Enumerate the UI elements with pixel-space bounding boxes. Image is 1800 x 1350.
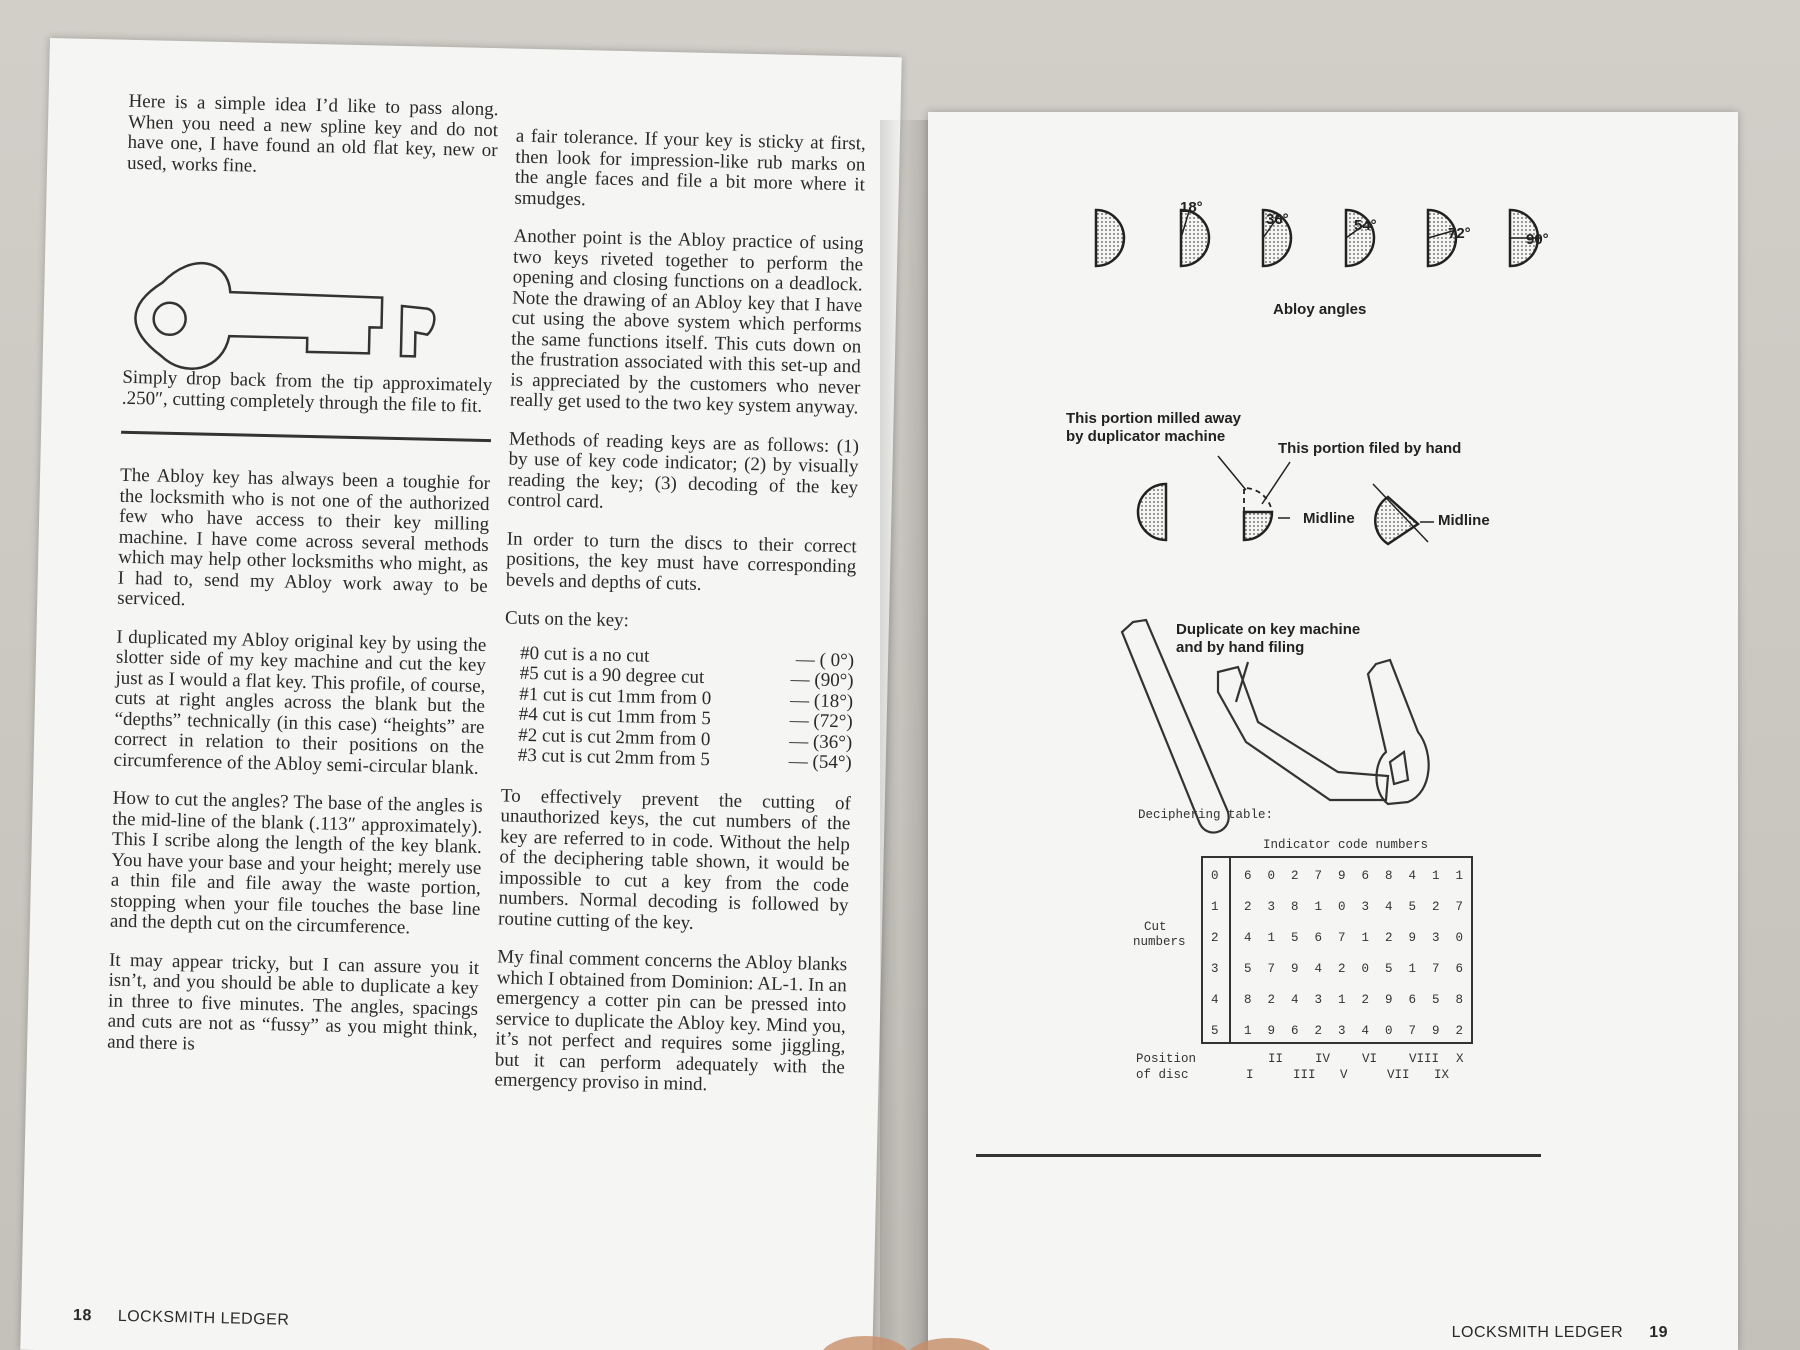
filed-by-hand-label: This portion filed by hand: [1278, 440, 1462, 457]
table-cell: 9: [1408, 931, 1417, 945]
table-cell: 5: [1408, 900, 1417, 914]
table-row-label: 4: [1211, 993, 1219, 1007]
flat-key-drawing: [130, 250, 453, 387]
table-cell: 9: [1385, 993, 1393, 1007]
table-cell: 1: [1432, 869, 1440, 883]
duplicate-label-line-2: and by hand filing: [1176, 639, 1305, 656]
table-cell: 7: [1408, 1024, 1417, 1038]
angle-label-18: 18°: [1180, 199, 1203, 216]
disc-position-label: III: [1293, 1068, 1316, 1082]
table-cell: 5: [1244, 962, 1252, 976]
position-label-line-2: of disc: [1136, 1068, 1189, 1082]
page-number: 19: [1649, 1324, 1668, 1341]
midline-label-1: Midline: [1303, 510, 1355, 527]
position-label: Position: [1136, 1052, 1197, 1066]
table-cell: 2: [1385, 931, 1393, 945]
page-footer-left: [73, 1307, 290, 1330]
angle-label-54: 54°: [1354, 217, 1377, 234]
abloy-angle-profiles: [1096, 208, 1540, 266]
table-cell: 0: [1361, 962, 1370, 976]
table-cell: 4: [1314, 962, 1323, 976]
table-cell: 1: [1244, 1024, 1252, 1038]
table-cell: 8: [1455, 993, 1464, 1007]
table-cell: 1: [1267, 931, 1276, 945]
table-cell: 6: [1408, 993, 1417, 1007]
magazine-title: LOCKSMITH LEDGER: [1451, 1324, 1624, 1341]
paragraph: Cuts on the key:: [504, 607, 630, 632]
table-cell: 1: [1455, 869, 1464, 883]
table-border: [1202, 857, 1472, 1043]
table-cell: 9: [1338, 869, 1346, 883]
table-cell: 0: [1385, 1024, 1393, 1038]
table-cell: 3: [1314, 993, 1323, 1007]
disc-position-label: VIII: [1409, 1052, 1440, 1066]
paragraph: Methods of reading keys are as follows: (1) by use of key code indicator; (2) by visually reading the key; (3) decoding of the key control card.: [507, 428, 860, 513]
cut-row: #2 cut is cut 2mm from 0 — (36°): [518, 724, 853, 753]
table-title: Deciphering table:: [1138, 808, 1274, 822]
table-cell: 2: [1338, 962, 1346, 976]
table-rows: [1211, 869, 1463, 1038]
milling-profiles: [1138, 456, 1434, 544]
table-cell: 5: [1385, 962, 1393, 976]
table-cell: 2: [1455, 1024, 1464, 1038]
midline-label-2: Midline: [1438, 512, 1490, 529]
table-cell: 1: [1408, 962, 1417, 976]
section-divider: [976, 1154, 1541, 1157]
abloy-angles-caption: Abloy angles: [1273, 301, 1367, 318]
table-cell: 7: [1455, 900, 1464, 914]
cut-numbers-label-line-2: numbers: [1133, 935, 1186, 949]
table-cell: 6: [1314, 931, 1323, 945]
paragraph: The Abloy key has always been a toughie for the locksmith who is not one of the authorized few who have access to their key milling machine. I have come across several methods which may help other locksmiths who might, as I had to, send my Abloy work away to be serviced.: [117, 464, 491, 611]
table-cell: 7: [1432, 962, 1440, 976]
cut-row: #1 cut is cut 1mm from 0 — (18°): [519, 683, 854, 712]
table-row-label: 0: [1211, 869, 1219, 883]
table-cell: 7: [1267, 962, 1276, 976]
page-number: 18: [72, 1306, 93, 1325]
cut-row: #3 cut is cut 2mm from 5 — (54°): [517, 744, 852, 774]
table-cell: 9: [1291, 962, 1299, 976]
paragraph: It may appear tricky, but I can assure you it isn’t, and you should be able to duplicate a key in three to five minutes. The angles, spacings and cuts are not as “fussy” as you might think, and there is: [107, 949, 480, 1055]
table-cell: 9: [1267, 1024, 1276, 1038]
table-cell: 7: [1338, 931, 1346, 945]
table-header: Indicator code numbers: [1263, 838, 1429, 852]
fingers-holding-book: [815, 1318, 995, 1350]
table-cell: 1: [1361, 931, 1370, 945]
left-column-1: [107, 92, 499, 1079]
profile-18-degrees: [1181, 210, 1209, 266]
cuts-list: [518, 643, 855, 774]
key-tip-piece: [401, 306, 435, 357]
key-outline: [134, 262, 383, 373]
paragraph: How to cut the angles? The base of the angles is the mid-line of the blank (.113″ approximately). This I scribe along the length of the key blank. You have your base and your height; merely use a thin file and file away the waste portion, stopping when your file touches the base line and the depth cut on the circumference.: [109, 787, 483, 939]
disc-position-label: X: [1456, 1052, 1464, 1066]
paragraph: Here is a simple idea I’d like to pass along. When you need a new spline key and do not have one, I have found an old flat key, new or used, works fine.: [126, 90, 499, 177]
profile-milled: [1244, 512, 1272, 540]
paragraph: My final comment concerns the Abloy blanks which I obtained from Dominion: AL-1. In an emergency a cotter pin can be pressed into service to duplicate the Abloy key. Mind you, it’s not perfect and requires some jiggling, but it can perform adequately with the emergency proviso in mind.: [494, 946, 848, 1096]
table-cell: 3: [1432, 931, 1440, 945]
paragraph: In order to turn the discs to their correct positions, the key must have corresponding bevels and depths of cuts.: [505, 527, 857, 595]
table-cell: 6: [1244, 869, 1252, 883]
disc-position-label: I: [1246, 1068, 1254, 1082]
table-cell: 6: [1291, 1024, 1299, 1038]
table-cell: 4: [1244, 931, 1252, 945]
abloy-diagrams: [928, 112, 1738, 1172]
key-bow-hole: [153, 302, 186, 335]
paragraph: To effectively prevent the cutting of unauthorized keys, the cut numbers of the key are referred to in code. Without the help of the deciphering table shown, it would be impossible to cut a key from the code numbers. Normal decoding is followed by routine cutting of the key.: [497, 784, 852, 934]
table-cell: 8: [1385, 869, 1393, 883]
paragraph: a fair tolerance. If your key is sticky at first, then look for impression-like rub marks on the angle faces and file a bit more where it smudges.: [514, 125, 867, 210]
right-page: [928, 112, 1738, 1350]
table-cell: 4: [1385, 900, 1393, 914]
table-cell: 4: [1361, 1024, 1370, 1038]
table-cell: 1: [1338, 993, 1346, 1007]
table-cell: 2: [1267, 993, 1276, 1007]
magazine-title: LOCKSMITH LEDGER: [117, 1307, 290, 1329]
angle-label-90: 90°: [1526, 231, 1549, 248]
cut-row: #0 cut is a no cut — ( 0°): [519, 642, 855, 671]
table-cell: 6: [1455, 962, 1464, 976]
table-cell: 2: [1291, 869, 1299, 883]
table-cell: 2: [1432, 900, 1440, 914]
cut-row: #4 cut is cut 1mm from 5 — (72°): [518, 703, 853, 733]
profile-filed: [1375, 497, 1418, 544]
table-cell: 3: [1338, 1024, 1346, 1038]
paragraph: Simply drop back from the tip approximately .250″, cutting completely through the file to fit.: [121, 366, 493, 417]
table-row-label: 2: [1211, 931, 1219, 945]
disc-position-label: IV: [1315, 1052, 1331, 1066]
page-gutter-shadow: [880, 120, 930, 1350]
profile-original: [1138, 484, 1166, 540]
table-cell: 6: [1361, 869, 1370, 883]
disc-position-label: II: [1268, 1052, 1284, 1066]
duplicate-label: Duplicate on key machine: [1176, 621, 1361, 638]
cut-numbers-label: Cut: [1144, 920, 1167, 934]
angle-label-72: 72°: [1448, 225, 1471, 242]
angle-label-36: 36°: [1266, 211, 1289, 228]
table-cell: 8: [1244, 993, 1252, 1007]
table-row-label: 3: [1211, 962, 1219, 976]
disc-positions: [1246, 1052, 1464, 1082]
table-cell: 4: [1291, 993, 1299, 1007]
table-cell: 3: [1267, 900, 1276, 914]
profile-0-degrees: [1096, 210, 1124, 266]
table-cell: 0: [1338, 900, 1346, 914]
table-cell: 5: [1432, 993, 1440, 1007]
table-cell: 3: [1361, 900, 1370, 914]
table-cell: 1: [1314, 900, 1323, 914]
disc-position-label: V: [1340, 1068, 1348, 1082]
abloy-key-2: [1218, 667, 1388, 800]
table-cell: 0: [1267, 869, 1276, 883]
milled-away-label: This portion milled away: [1066, 410, 1242, 427]
table-cell: 0: [1455, 931, 1464, 945]
table-cell: 8: [1291, 900, 1299, 914]
table-cell: 9: [1432, 1024, 1440, 1038]
disc-position-label: VII: [1387, 1068, 1410, 1082]
table-row-label: 1: [1211, 900, 1219, 914]
cut-row: #5 cut is a 90 degree cut — (90°): [519, 662, 854, 692]
paragraph: I duplicated my Abloy original key by using the slotter side of my key machine and cut the key just as I would a flat key. This profile, of course, cuts at right angles across the blank but the “depths” technically (in this case) “heights” are correct in relation to their positions on the circumference of the Abloy semi-circular blank.: [113, 626, 487, 779]
page-footer-right: [1452, 1324, 1668, 1342]
table-cell: 7: [1314, 869, 1323, 883]
table-cell: 2: [1314, 1024, 1323, 1038]
milled-away-label-line-2: by duplicator machine: [1066, 428, 1226, 445]
table-cell: 2: [1361, 993, 1370, 1007]
paragraph: Another point is the Abloy practice of using two keys riveted together to perform the opening and closing functions on a deadlock. Note the drawing of an Abloy key that I have cut using the above system which performs the same functions itself. This cuts down on the frustration associated with this set-up and is appreciated by the customers who never really get used to the two key system anyway.: [509, 225, 864, 419]
table-cell: 4: [1408, 869, 1417, 883]
left-page: [20, 38, 902, 1350]
left-column-2: [494, 127, 866, 1117]
disc-position-label: VI: [1362, 1052, 1378, 1066]
section-divider: [121, 431, 491, 442]
disc-position-label: IX: [1434, 1068, 1450, 1082]
table-row-label: 5: [1211, 1024, 1219, 1038]
table-cell: 5: [1291, 931, 1299, 945]
table-cell: 2: [1244, 900, 1252, 914]
